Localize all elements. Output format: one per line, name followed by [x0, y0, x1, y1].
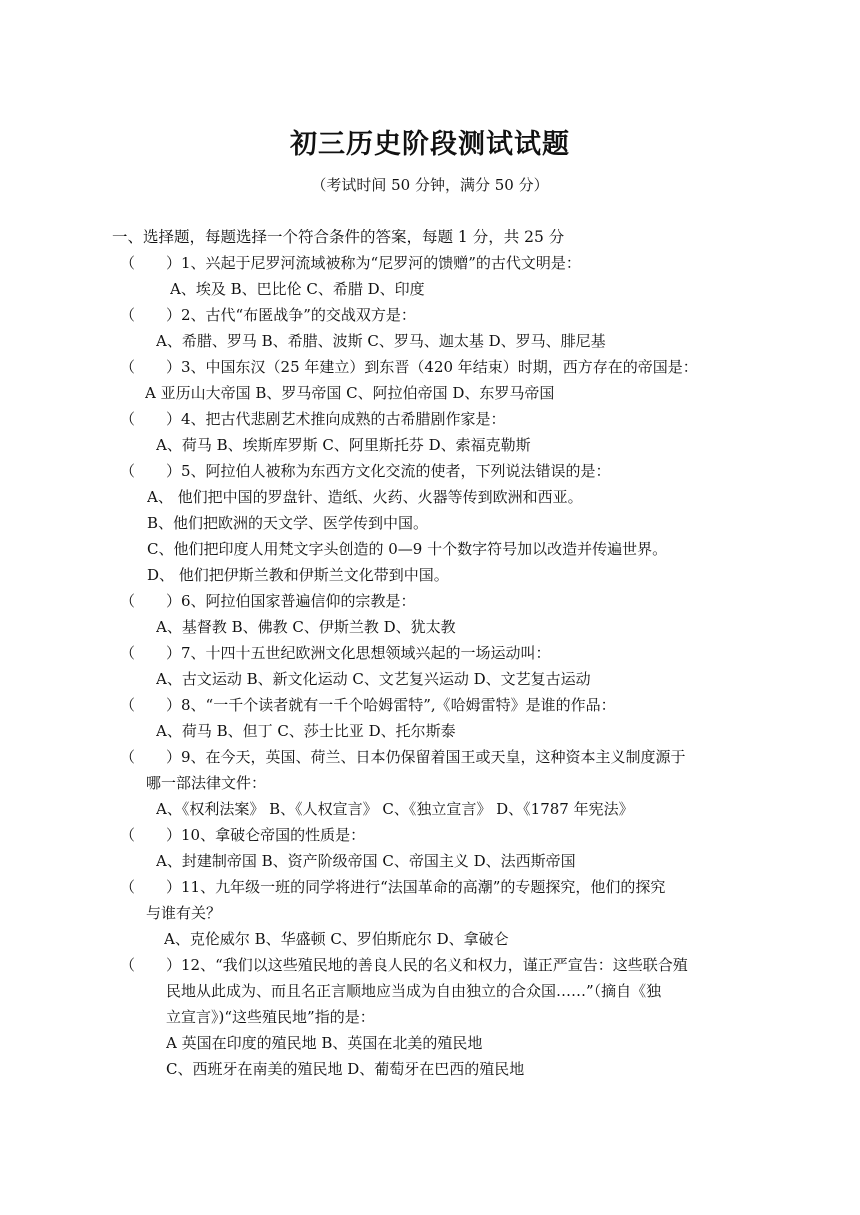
- line-text: 哪一部法律文件：: [146, 774, 267, 792]
- line-text: 与谁有关？: [146, 904, 222, 922]
- question-line: [120, 354, 762, 380]
- line-text: ）4、把古代悲剧艺术推向成熟的古希腊剧作家是：: [166, 410, 506, 428]
- option-line: [166, 1004, 762, 1030]
- line-text: A、克伦威尔 B、华盛顿 C、罗伯斯庇尔 D、拿破仑: [164, 930, 509, 948]
- answer-paren: （: [120, 462, 136, 480]
- line-text: ）8、“一千个读者就有一千个哈姆雷特”,《哈姆雷特》是谁的作品：: [166, 696, 616, 714]
- answer-paren: （: [120, 254, 136, 272]
- line-text: C、西班牙在南美的殖民地 D、葡萄牙在巴西的殖民地: [166, 1060, 525, 1078]
- answer-paren: （: [120, 878, 136, 896]
- section-heading: 一、选择题，每题选择一个符合条件的答案，每题 1 分，共 25 分: [112, 228, 565, 246]
- option-line: [166, 1056, 762, 1082]
- answer-paren: （: [120, 696, 136, 714]
- option-line: [156, 848, 762, 874]
- option-line: [145, 380, 762, 406]
- option-line: [170, 276, 762, 302]
- option-line: [147, 562, 762, 588]
- line-text: ）3、中国东汉（25 年建立）到东晋（420 年结束）时期，西方存在的帝国是：: [166, 358, 698, 376]
- line-text: A、荷马 B、埃斯库罗斯 C、阿里斯托芬 D、索福克勒斯: [156, 436, 531, 454]
- line-text: 立宣言》)“这些殖民地”指的是：: [166, 1008, 375, 1026]
- line-text: B、他们把欧洲的天文学、医学传到中国。: [147, 514, 429, 532]
- option-line: [156, 796, 762, 822]
- question-line: [120, 250, 762, 276]
- line-text: ）1、兴起于尼罗河流域被称为“尼罗河的馈赠”的古代文明是：: [166, 254, 581, 272]
- answer-paren: （: [120, 592, 136, 610]
- line-text: A、埃及 B、巴比伦 C、希腊 D、印度: [170, 280, 425, 298]
- option-line: [166, 978, 762, 1004]
- line-text: ）2、古代“布匿战争”的交战双方是：: [166, 306, 416, 324]
- line-text: ）9、在今天，英国、荷兰、日本仍保留着国王或天皇，这种资本主义制度源于: [166, 748, 686, 766]
- line-text: A、基督教 B、佛教 C、伊斯兰教 D、犹太教: [156, 618, 456, 636]
- exam-subtitle: （考试时间 50 分钟，满分 50 分）: [311, 176, 549, 194]
- question-line: [120, 302, 762, 328]
- line-text: ）5、阿拉伯人被称为东西方文化交流的使者，下列说法错误的是：: [166, 462, 611, 480]
- line-text: ）10、拿破仑帝国的性质是：: [166, 826, 366, 844]
- question-line: [120, 952, 762, 978]
- line-text: A、《权利法案》 B、《人权宣言》 C、《独立宣言》 D、《1787 年宪法》: [156, 800, 634, 818]
- line-text: ）6、阿拉伯国家普遍信仰的宗教是：: [166, 592, 416, 610]
- answer-paren: （: [120, 306, 136, 324]
- line-text: A、希腊、罗马 B、希腊、波斯 C、罗马、迦太基 D、罗马、腓尼基: [156, 332, 606, 350]
- line-text: A 亚历山大帝国 B、罗马帝国 C、阿拉伯帝国 D、东罗马帝国: [145, 384, 555, 402]
- option-line: [156, 432, 762, 458]
- answer-paren: （: [120, 956, 136, 974]
- exam-content: [112, 224, 762, 1082]
- line-text: A、荷马 B、但丁 C、莎士比亚 D、托尔斯泰: [156, 722, 456, 740]
- answer-paren: （: [120, 410, 136, 428]
- option-line: [156, 614, 762, 640]
- line-text: ）7、十四十五世纪欧洲文化思想领域兴起的一场运动叫：: [166, 644, 551, 662]
- line-text: ）12、“我们以这些殖民地的善良人民的名义和权力，谨正严宣告：这些联合殖: [166, 956, 688, 974]
- exam-title: 初三历史阶段测试试题: [290, 129, 570, 160]
- option-line: [156, 666, 762, 692]
- line-text: D、 他们把伊斯兰教和伊斯兰文化带到中国。: [147, 566, 449, 584]
- line-text: A、古文运动 B、新文化运动 C、文艺复兴运动 D、文艺复古运动: [156, 670, 591, 688]
- question-line: [120, 458, 762, 484]
- answer-paren: （: [120, 644, 136, 662]
- question-line: [120, 822, 762, 848]
- question-lines: [112, 250, 762, 1082]
- answer-paren: （: [120, 826, 136, 844]
- question-line: [120, 874, 762, 900]
- answer-paren: （: [120, 358, 136, 376]
- option-line: [166, 1030, 762, 1056]
- line-text: A 英国在印度的殖民地 B、英国在北美的殖民地: [166, 1034, 483, 1052]
- line-text: C、他们把印度人用梵文字头创造的 0—9 十个数字符号加以改造并传遍世界。: [147, 540, 668, 558]
- line-text: 民地从此成为、而且名正言顺地应当成为自由独立的合众国……”（摘自《独: [166, 982, 662, 1000]
- answer-paren: （: [120, 748, 136, 766]
- question-line: [120, 692, 762, 718]
- option-line: [164, 926, 762, 952]
- option-line: [147, 510, 762, 536]
- option-line: [147, 484, 762, 510]
- question-line: [120, 640, 762, 666]
- option-line: [147, 536, 762, 562]
- question-line: [120, 588, 762, 614]
- line-text: ）11、九年级一班的同学将进行“法国革命的高潮”的专题探究，他们的探究: [166, 878, 666, 896]
- question-line: [120, 406, 762, 432]
- question-line: [120, 744, 762, 770]
- option-line: [156, 718, 762, 744]
- line-text: A、 他们把中国的罗盘针、造纸、火药、火器等传到欧洲和西亚。: [147, 488, 583, 506]
- option-line: [156, 328, 762, 354]
- option-line: [146, 770, 762, 796]
- line-text: A、封建制帝国 B、资产阶级帝国 C、帝国主义 D、法西斯帝国: [156, 852, 576, 870]
- option-line: [146, 900, 762, 926]
